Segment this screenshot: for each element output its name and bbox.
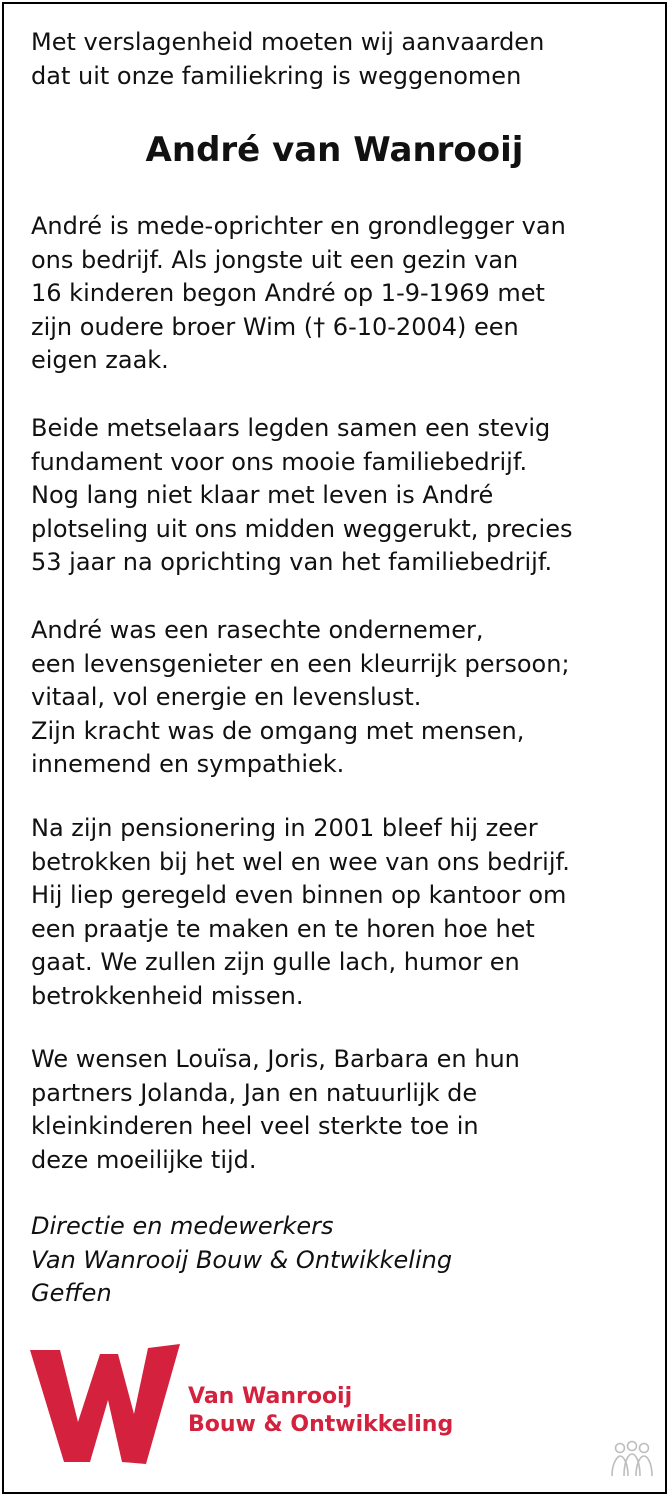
paragraph-character [31,614,649,782]
text-line: kleinkinderen heel veel sterkte toe in [31,1112,479,1140]
text-line: André was een rasechte ondernemer, [31,616,484,644]
w-logo-shape [30,1344,180,1464]
text-line: plotseling uit ons midden weggerukt, precies [31,514,573,543]
paragraph-founder [31,210,649,378]
text-line: 16 kinderen begon André op 1-9-1969 met [31,279,545,307]
text-line: ons bedrijf. Als jongste uit een gezin van [31,245,519,274]
signature-line: Directie en medewerkers [31,1212,334,1240]
text-line: Beide metselaars legden samen een stevig [31,414,551,442]
text-line: Met verslagenheid moeten wij aanvaarden [31,28,545,56]
text-line: Nog lang niet klaar met leven is André [31,481,494,509]
text-line: vitaal, vol energie en levenslust. [31,683,422,711]
text-line: betrokkenheid missen. [31,981,304,1010]
company-logo-text [188,1383,453,1439]
w-logo-icon [30,1344,180,1469]
logo-line-1: Van Wanrooij [188,1384,353,1409]
paragraph-retirement [31,812,649,1013]
logo-line-2: Bouw & Ontwikkeling [188,1412,454,1437]
text-line: André is mede-oprichter en grondlegger van [31,212,566,240]
signature-line: Geffen [31,1279,112,1307]
text-line: zijn oudere broer Wim († 6-10-2004) een [31,312,519,341]
text-line: een praatje te maken en te horen hoe het [31,914,535,943]
deceased-name: André van Wanrooij [145,130,524,170]
intro-text [31,26,649,93]
signature-line: Van Wanrooij Bouw & Ontwikkeling [31,1245,453,1274]
text-line: Hij liep geregeld even binnen op kantoor om [31,881,567,909]
w-logo-graphic [30,1344,180,1464]
signature [31,1210,649,1311]
text-line: Zijn kracht was de omgang met mensen, [31,716,525,745]
text-line: deze moeilijke tijd. [31,1145,257,1174]
text-line: eigen zaak. [31,346,169,374]
text-line: innemend en sympathiek. [31,750,345,778]
text-line: fundament voor ons mooie familiebedrijf. [31,447,528,476]
people-group-graphic [608,1440,654,1480]
text-line: een levensgenieter en een kleurrijk persoon; [31,649,570,678]
paragraph-condolence [31,1043,649,1177]
text-line: gaat. We zullen zijn gulle lach, humor en [31,948,520,976]
people-group-icon [608,1440,654,1485]
text-line: We wensen Louïsa, Joris, Barbara en hun [31,1045,520,1073]
text-line: 53 jaar na oprichting van het familiebedrijf. [31,548,553,576]
paragraph-foundation [31,412,649,580]
text-line: betrokken bij het wel en wee van ons bedrijf. [31,847,570,876]
text-line: Na zijn pensionering in 2001 bleef hij zeer [31,814,538,842]
text-line: partners Jolanda, Jan en natuurlijk de [31,1078,478,1107]
text-line: dat uit onze familiekring is weggenomen [31,61,522,90]
